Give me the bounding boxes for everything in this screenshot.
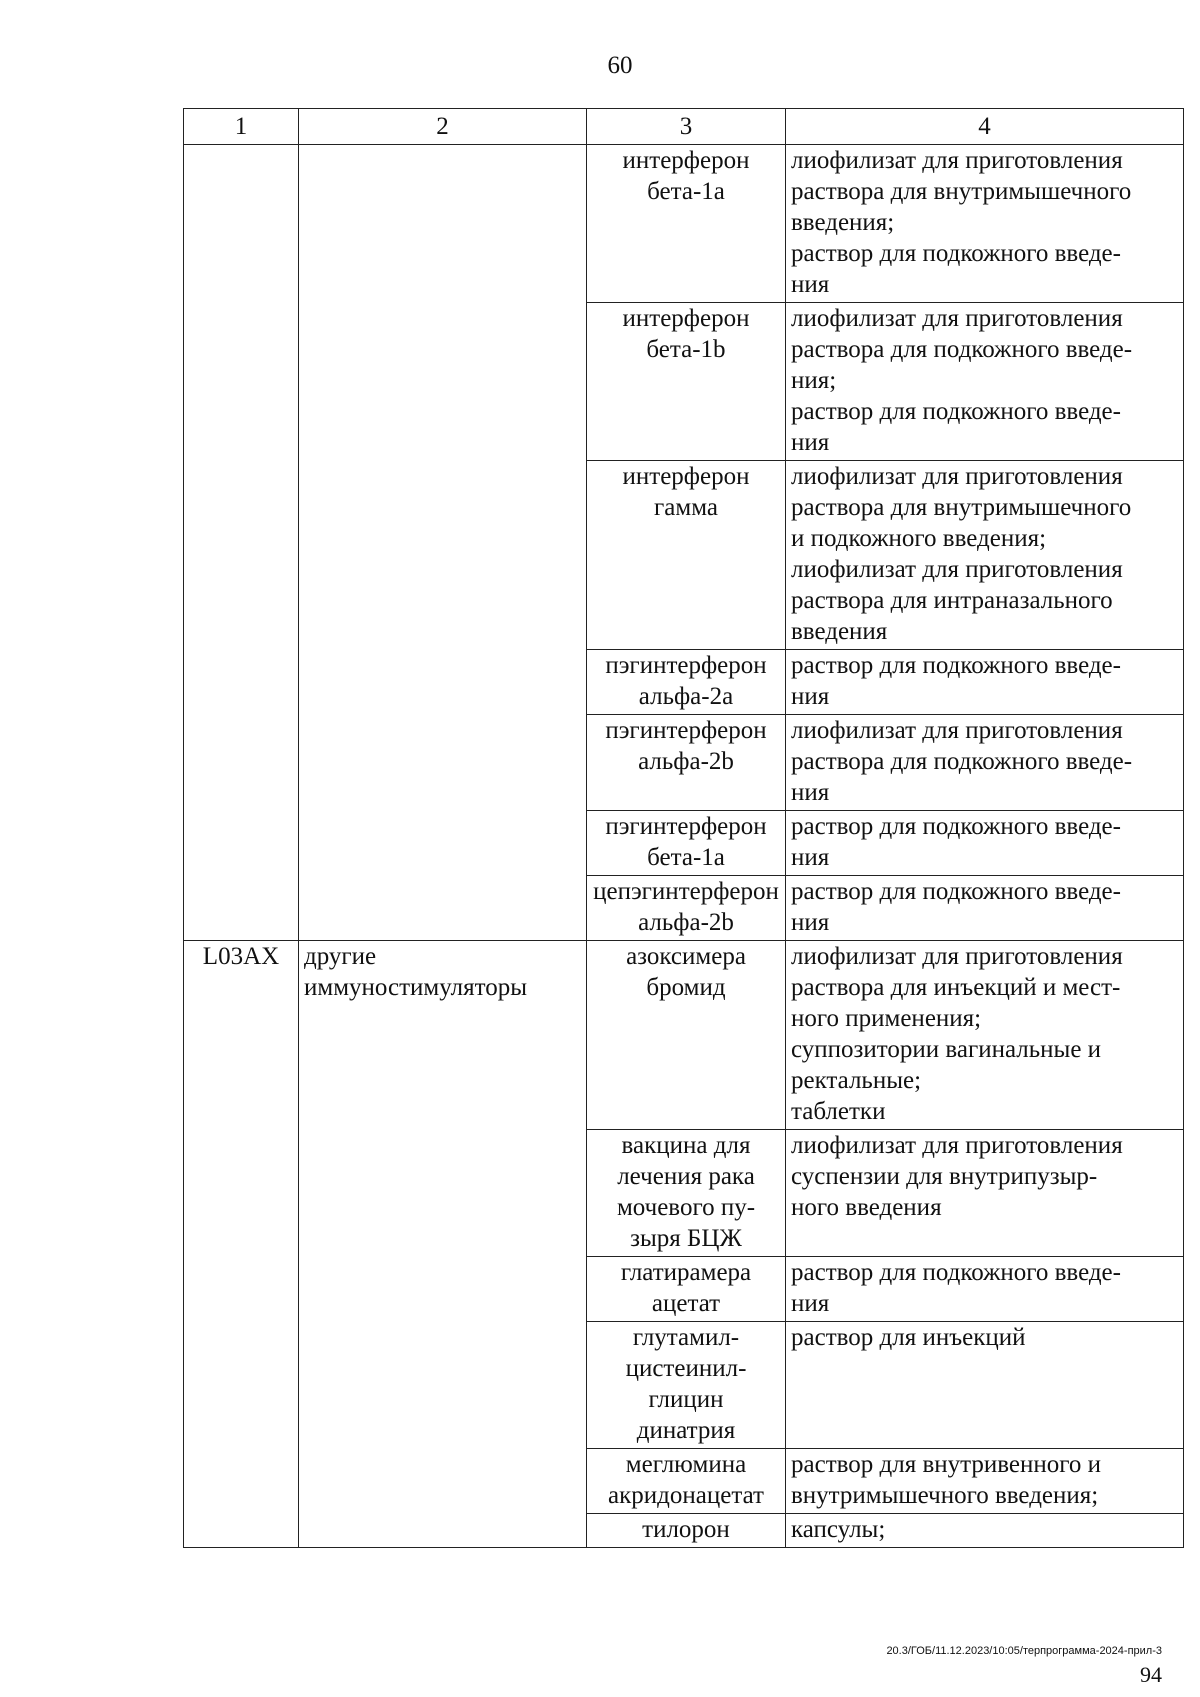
cell-line: тилорон (642, 1516, 730, 1543)
cell-line: раствора для интраназального (791, 587, 1113, 614)
cell-line: лечения рака (617, 1163, 755, 1190)
table-row (184, 941, 1184, 1130)
cell-line: интерферон (622, 463, 750, 490)
cell-line: ния (791, 271, 830, 298)
dosage-forms-cell (786, 715, 1184, 811)
cell-line: суппозитории вагинальные и (791, 1036, 1102, 1063)
dosage-forms-cell (786, 650, 1184, 715)
cell-line: лиофилизат для приготовления (791, 943, 1123, 970)
cell-line: лиофилизат для приготовления (791, 556, 1123, 583)
drug-name-cell (587, 876, 786, 941)
cell-line: раствор для подкожного введе- (791, 1259, 1121, 1286)
cell-line: раствора для внутримышечного (791, 494, 1132, 521)
table-row (184, 145, 1184, 303)
cell-line: глутамил- (632, 1324, 740, 1351)
cell-line: бета-1a (647, 178, 725, 205)
dosage-forms-cell (786, 1257, 1184, 1322)
cell-line: цепэгинтерферон (593, 878, 779, 905)
dosage-forms-cell (786, 941, 1184, 1130)
cell-line: таблетки (791, 1098, 886, 1125)
cell-line: глатирамера (620, 1259, 752, 1286)
cell-line: альфа-2b (638, 909, 734, 936)
cell-line: раствор для подкожного введе- (791, 398, 1121, 425)
cell-line: азоксимера (626, 943, 746, 970)
cell-line: цистеинил- (625, 1355, 747, 1382)
dosage-forms-cell (786, 303, 1184, 461)
cell-line: ацетат (651, 1290, 721, 1317)
dosage-forms-cell (786, 1322, 1184, 1449)
drug-name-cell (587, 811, 786, 876)
cell-line: другие (304, 943, 377, 970)
cell-line: бета-1b (646, 336, 726, 363)
cell-line: ния (791, 909, 830, 936)
cell-line: ного введения (791, 1194, 942, 1221)
cell-line: раствора для подкожного введе- (791, 336, 1133, 363)
cell-line: лиофилизат для приготовления (791, 305, 1123, 332)
cell-line: ния (791, 844, 830, 871)
cell-line: лиофилизат для приготовления (791, 147, 1123, 174)
cell-line: динатрия (636, 1417, 736, 1444)
header-cell: 1 (184, 109, 299, 145)
cell-line: вакцина для (621, 1132, 751, 1159)
cell-line: раствор для подкожного введе- (791, 240, 1121, 267)
dosage-forms-cell (786, 145, 1184, 303)
footer-page-number: 94 (1140, 1662, 1162, 1687)
drug-group-cell (299, 941, 587, 1548)
cell-line: интерферон (622, 305, 750, 332)
cell-line: глицин (648, 1386, 724, 1413)
cell-line: ректальные; (791, 1067, 922, 1094)
drug-name-cell (587, 941, 786, 1130)
cell-line: раствора для инъекций и мест- (791, 974, 1121, 1001)
cell-line: ния; (791, 367, 837, 394)
cell-line: капсулы; (791, 1516, 886, 1543)
cell-line: ного применения; (791, 1005, 982, 1032)
atc-code-cell: L03AX (184, 941, 299, 1548)
cell-line: зыря БЦЖ (630, 1225, 742, 1252)
cell-line: введения (791, 618, 888, 645)
cell-line: лиофилизат для приготовления (791, 1132, 1123, 1159)
dosage-forms-cell (786, 876, 1184, 941)
drug-name-cell (587, 715, 786, 811)
cell-line: пэгинтерферон (605, 652, 767, 679)
drug-name-cell (587, 145, 786, 303)
drug-name-cell (587, 303, 786, 461)
dosage-forms-cell (786, 461, 1184, 650)
cell-line: меглюмина (625, 1451, 747, 1478)
drug-name-cell (587, 1514, 786, 1548)
header-cell: 2 (299, 109, 587, 145)
cell-line: бромид (646, 974, 726, 1001)
cell-line: пэгинтерферон (605, 717, 767, 744)
dosage-forms-cell (786, 1449, 1184, 1514)
cell-line: мочевого пу- (616, 1194, 756, 1221)
cell-line: раствор для инъекций (791, 1324, 1026, 1351)
header-row (184, 109, 1184, 145)
cell-line: раствора для подкожного введе- (791, 748, 1133, 775)
cell-line: раствора для внутримышечного (791, 178, 1132, 205)
dosage-forms-cell (786, 811, 1184, 876)
drug-table (183, 108, 1184, 1548)
cell-line: суспензии для внутрипузыр- (791, 1163, 1098, 1190)
cell-line: гамма (654, 494, 718, 521)
atc-code-cell (184, 145, 299, 941)
cell-line: альфа-2b (638, 748, 734, 775)
drug-name-cell (587, 1449, 786, 1514)
cell-line: ния (791, 1290, 830, 1317)
cell-line: раствор для подкожного введе- (791, 878, 1121, 905)
cell-line: ния (791, 683, 830, 710)
cell-line: раствор для подкожного введе- (791, 652, 1121, 679)
cell-line: акридонацетат (608, 1482, 764, 1509)
table-body (184, 145, 1184, 1548)
cell-line: раствор для подкожного введе- (791, 813, 1121, 840)
drug-name-cell (587, 1130, 786, 1257)
drug-name-cell (587, 650, 786, 715)
cell-line: лиофилизат для приготовления (791, 717, 1123, 744)
header-cell: 3 (587, 109, 786, 145)
drug-name-cell (587, 461, 786, 650)
document-reference: 20.3/ГОБ/11.12.2023/10:05/терпрограмма-2024-прил-3 (886, 1645, 1162, 1657)
cell-line: внутримышечного введения; (791, 1482, 1099, 1509)
cell-line: ния (791, 429, 830, 456)
cell-line: пэгинтерферон (605, 813, 767, 840)
drug-name-cell (587, 1257, 786, 1322)
dosage-forms-cell (786, 1130, 1184, 1257)
cell-line: альфа-2a (638, 683, 734, 710)
cell-line: и подкожного введения; (791, 525, 1047, 552)
cell-line: лиофилизат для приготовления (791, 463, 1123, 490)
cell-line: раствор для внутривенного и (791, 1451, 1102, 1478)
header-cell: 4 (786, 109, 1184, 145)
cell-line: введения; (791, 209, 895, 236)
cell-line: бета-1a (647, 844, 725, 871)
cell-line: интерферон (622, 147, 750, 174)
page-number: 60 (607, 52, 633, 79)
drug-name-cell (587, 1322, 786, 1449)
cell-line: иммуностимуляторы (304, 974, 528, 1001)
dosage-forms-cell (786, 1514, 1184, 1548)
cell-line: ния (791, 779, 830, 806)
drug-group-cell (299, 145, 587, 941)
